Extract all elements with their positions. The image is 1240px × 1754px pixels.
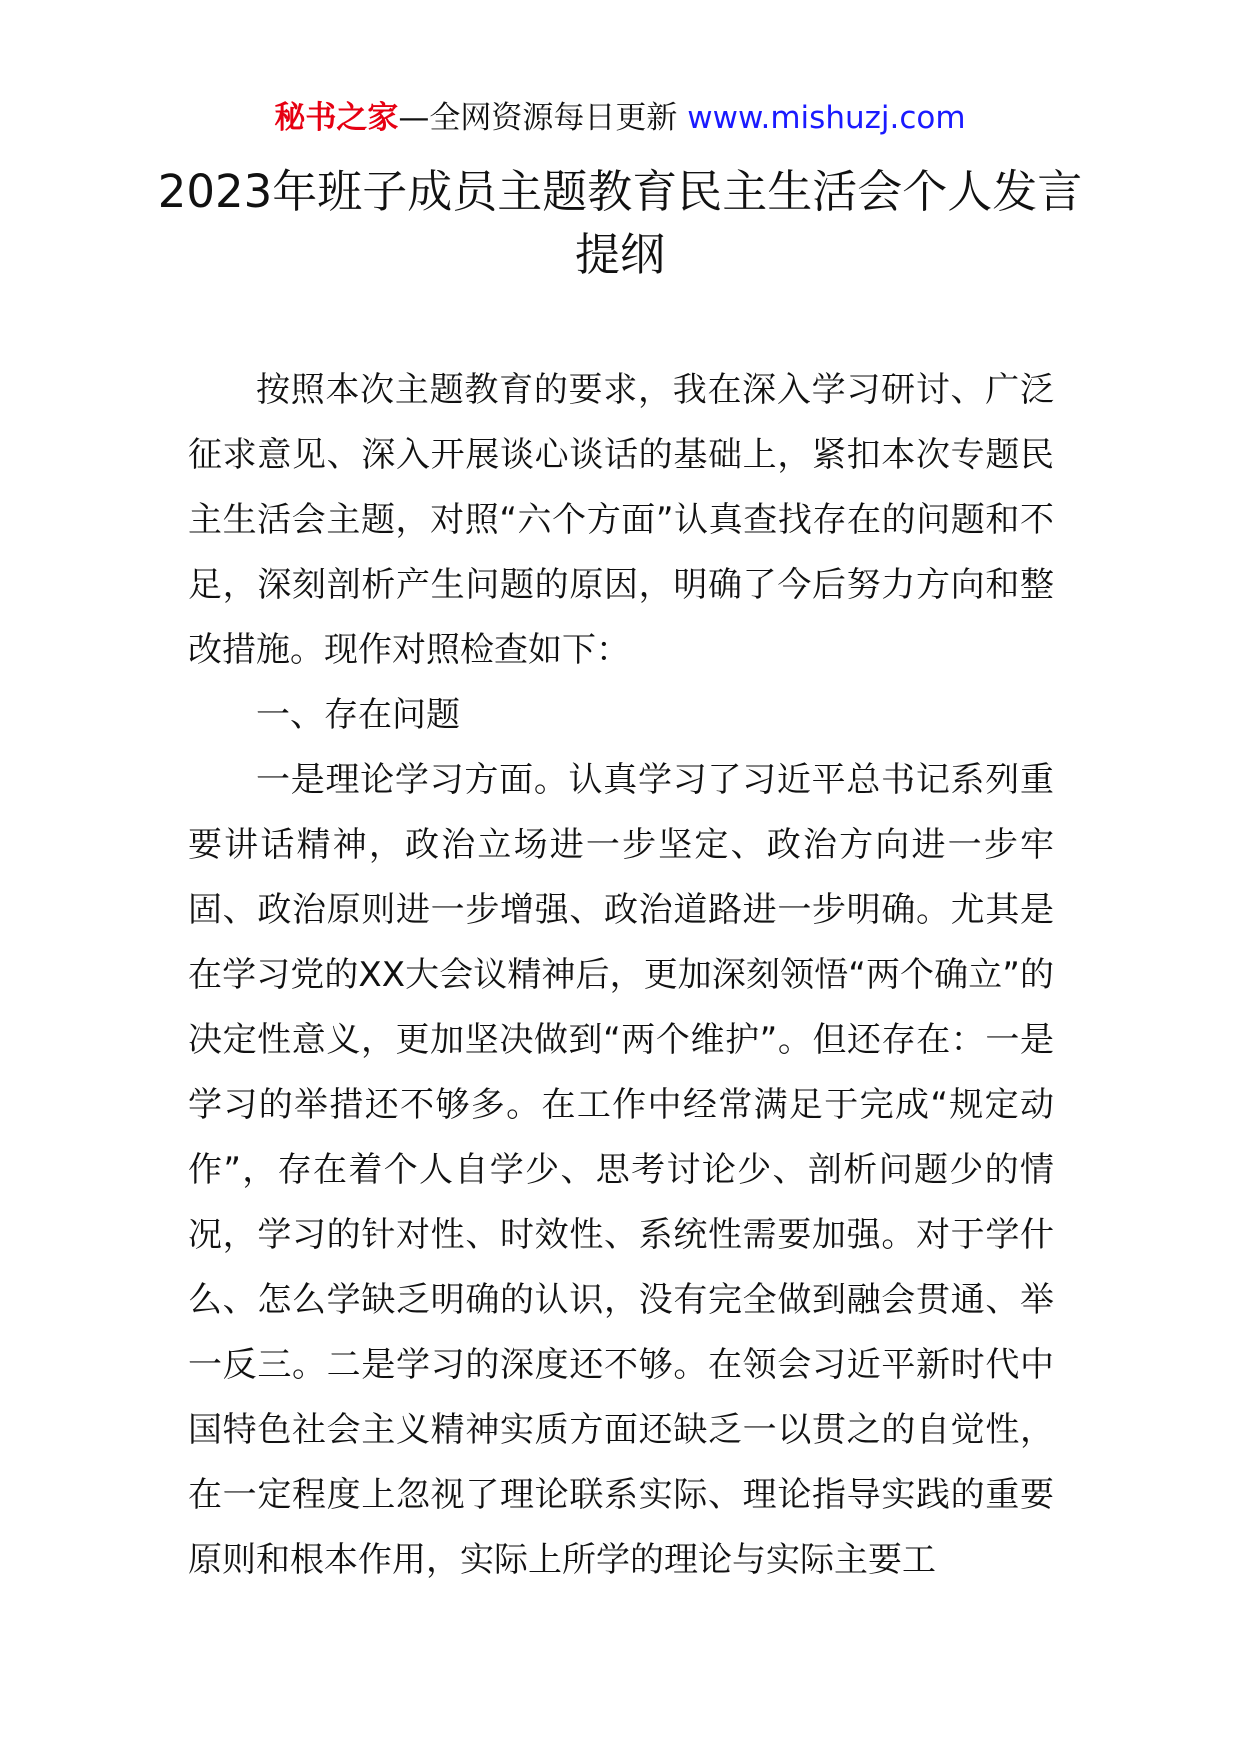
brand-name: 秘书之家 (274, 100, 399, 136)
intro-paragraph: 按照本次主题教育的要求，我在深入学习研讨、广泛征求意见、深入开展谈心谈话的基础上，紧扣本次专题民主生活会主题，对照“六个方面”认真查找存在的问题和不足，深刻剖析产生问题的原因，明确了今后努力方向和整改措施。现作对照检查如下： (188, 370, 1054, 670)
site-banner (0, 98, 1240, 138)
document-title: 2023年班子成员主题教育民主生活会个人发言提纲 (157, 165, 1083, 281)
body-paragraph: 一是理论学习方面。认真学习了习近平总书记系列重要讲话精神，政治立场进一步坚定、政治方向进一步牢固、政治原则进一步增强、政治道路进一步明确。尤其是在学习党的XX大会议精神后，更加深刻领悟“两个确立”的决定性意义，更加坚决做到“两个维护”。但还存在：一是学习的举措还不够多。在工作中经常满足于完成“规定动作”，存在着个人自学少、思考讨论少、剖析问题少的情况，学习的针对性、时效性、系统性需要加强。对于学什么、怎么学缺乏明确的认识，没有完全做到融会贯通、举一反三。二是学习的深度还不够。在领会习近平新时代中国特色社会主义精神实质方面还缺乏一以贯之的自觉性，在一定程度上忽视了理论联系实际、理论指导实践的重要原则和根本作用，实际上所学的理论与实际主要工 (188, 760, 1054, 1580)
section-heading: 一、存在问题 (256, 695, 460, 735)
banner-slogan: —全网资源每日更新 (398, 100, 688, 136)
site-url-link[interactable]: www.mishuzj.com (687, 100, 966, 136)
document-body (188, 358, 1054, 1593)
